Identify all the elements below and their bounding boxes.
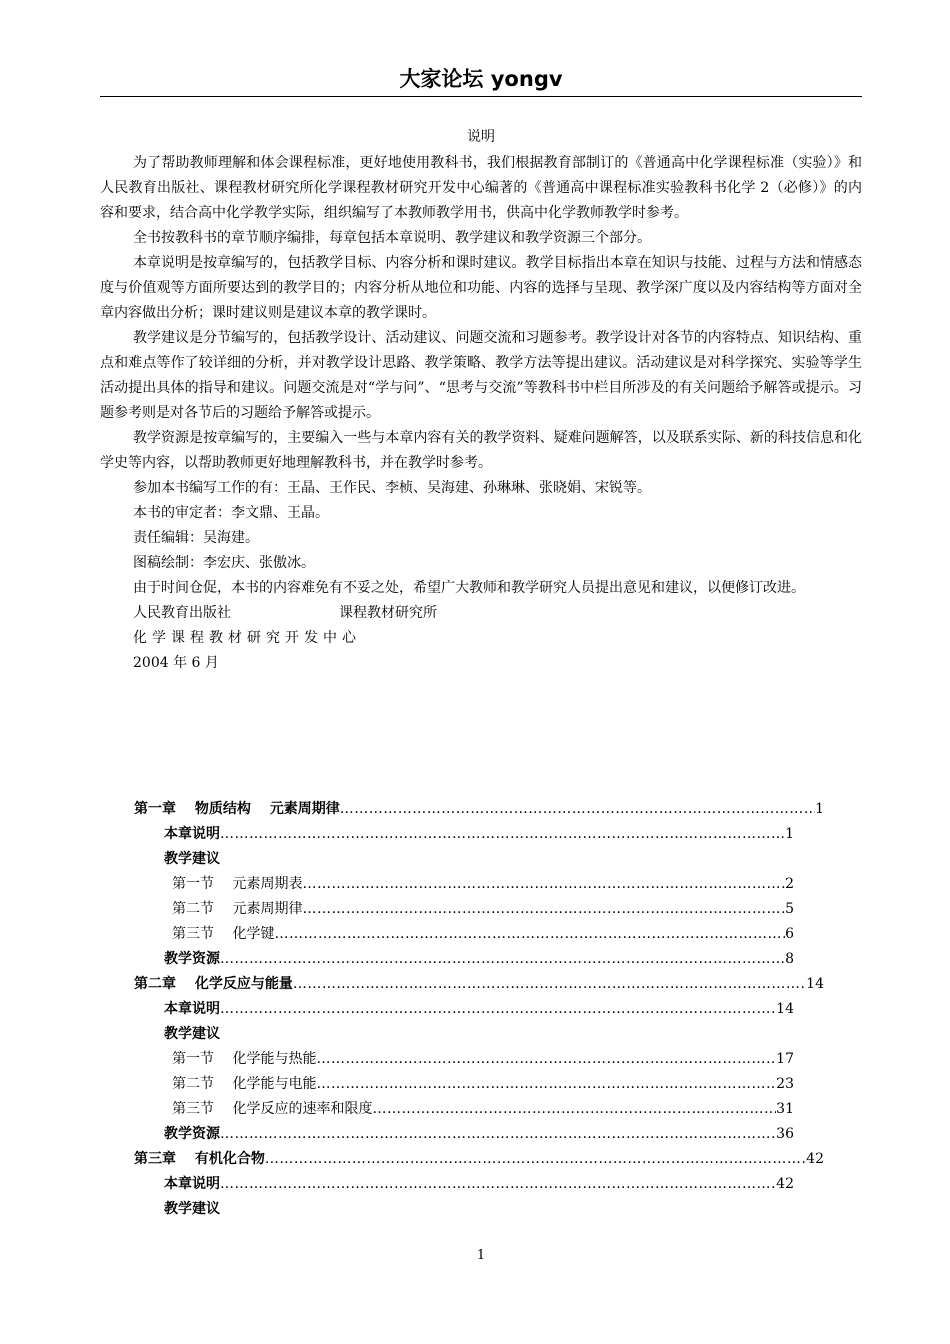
header-rule bbox=[100, 96, 862, 97]
toc-entry-title: 第三节 化学反应的速率和限度 bbox=[172, 1101, 373, 1117]
toc-page-number: 6 bbox=[785, 926, 794, 942]
preface-paragraph: 全书按教科书的章节顺序编排，每章包括本章说明、教学建议和教学资源三个部分。 bbox=[133, 230, 651, 246]
preface-paragraph: 为了帮助教师理解和体会课程标准，更好地使用教科书，我们根据教育部制订的《普通高中化学课程标准（实验）》和人民教育出版社、课程教材研究所化学课程教材研究开发中心编著的《普通高中课程标准实验教科书化学 2（必修）》的内容和要求，结合高中化学教学实际，组织编写了本教师教学用书，供高中化学教师教学时参考。 bbox=[100, 155, 862, 221]
toc-entry-title: 本章说明 bbox=[164, 1176, 220, 1192]
preface-paragraph: 由于时间仓促，本书的内容难免有不妥之处，希望广大教师和教学研究人员提出意见和建议，以便修订改进。 bbox=[133, 580, 805, 596]
toc-page-number: 42 bbox=[806, 1151, 824, 1167]
preface-paragraph: 本书的审定者：李文鼎、王晶。 bbox=[133, 505, 329, 521]
signature-date: 2004 年 6 月 bbox=[133, 655, 219, 671]
toc-section-row[interactable] bbox=[134, 1172, 834, 1197]
toc-entry-title: 教学建议 bbox=[164, 1026, 220, 1042]
toc-page-number: 14 bbox=[806, 976, 824, 992]
toc-page-number: 14 bbox=[776, 1001, 794, 1017]
toc-entry-title: 第一节 化学能与热能 bbox=[172, 1051, 317, 1067]
preface-title: 说明 bbox=[467, 129, 495, 145]
toc-entry-title: 教学资源 bbox=[164, 951, 220, 967]
toc-subsection-row[interactable] bbox=[134, 872, 834, 897]
toc-entry-title: 第二章 化学反应与能量 bbox=[134, 976, 293, 992]
toc-leader-dots bbox=[265, 1147, 806, 1172]
toc-page-number: 2 bbox=[785, 876, 794, 892]
toc-entry-title: 第三节 化学键 bbox=[172, 926, 275, 942]
toc-leader-dots bbox=[340, 797, 815, 822]
toc-entry-title: 第三章 有机化合物 bbox=[134, 1151, 265, 1167]
toc-entry-title: 第二节 化学能与电能 bbox=[172, 1076, 317, 1092]
toc-subsection-row[interactable] bbox=[134, 1047, 834, 1072]
preface-body bbox=[100, 151, 862, 676]
toc-leader-dots bbox=[302, 897, 785, 922]
header-title: 大家论坛 yongv bbox=[399, 67, 563, 91]
toc-entry-title: 教学资源 bbox=[164, 1126, 220, 1142]
toc-page-number: 23 bbox=[776, 1076, 794, 1092]
toc-section-row[interactable] bbox=[134, 947, 834, 972]
toc-leader-dots bbox=[220, 997, 776, 1022]
toc-section-row[interactable] bbox=[134, 1122, 834, 1147]
table-of-contents bbox=[134, 797, 834, 1222]
signature-publishers bbox=[100, 601, 862, 626]
toc-entry-title: 第二节 元素周期律 bbox=[172, 901, 303, 917]
toc-page-number: 36 bbox=[776, 1126, 794, 1142]
toc-leader-dots bbox=[316, 1047, 776, 1072]
toc-page-number: 42 bbox=[776, 1176, 794, 1192]
signature-center: 化学课程教材研究开发中心 bbox=[133, 630, 361, 646]
signature-block bbox=[100, 601, 862, 676]
toc-page-number: 8 bbox=[785, 951, 794, 967]
page-number: 1 bbox=[476, 1248, 486, 1263]
toc-entry-title: 教学建议 bbox=[164, 851, 220, 867]
signature-institute: 课程教材研究所 bbox=[339, 605, 437, 621]
toc-page-number: 1 bbox=[815, 801, 824, 817]
toc-section-row[interactable] bbox=[134, 1022, 834, 1047]
toc-leader-dots bbox=[220, 947, 785, 972]
preface-paragraph: 责任编辑：吴海建。 bbox=[133, 530, 259, 546]
toc-entry-title: 教学建议 bbox=[164, 1201, 220, 1217]
toc-section-row[interactable] bbox=[134, 997, 834, 1022]
toc-subsection-row[interactable] bbox=[134, 922, 834, 947]
toc-leader-dots bbox=[220, 1122, 776, 1147]
toc-section-row[interactable] bbox=[134, 1197, 834, 1222]
toc-leader-dots bbox=[293, 972, 806, 997]
toc-chapter-row[interactable] bbox=[134, 1147, 834, 1172]
toc-page-number: 31 bbox=[776, 1101, 794, 1117]
toc-entry-title: 本章说明 bbox=[164, 1001, 220, 1017]
toc-subsection-row[interactable] bbox=[134, 897, 834, 922]
preface-paragraph: 教学建议是分节编写的，包括教学设计、活动建议、问题交流和习题参考。教学设计对各节的内容特点、知识结构、重点和难点等作了较详细的分析，并对教学设计思路、教学策略、教学方法等提出建议。活动建议是对科学探究、实验等学生活动提出具体的指导和建议。问题交流是对“学与问”、“思考与交流”等教科书中栏目所涉及的有关问题给予解答或提示。习题参考则是对各节后的习题给予解答或提示。 bbox=[100, 330, 862, 421]
preface-paragraph: 图稿绘制：李宏庆、张傲冰。 bbox=[133, 555, 315, 571]
preface-paragraph: 参加本书编写工作的有：王晶、王作民、李桢、吴海建、孙琳琳、张晓娟、宋锐等。 bbox=[133, 480, 651, 496]
toc-leader-dots bbox=[220, 1172, 776, 1197]
toc-leader-dots bbox=[372, 1097, 776, 1122]
preface-paragraph: 本章说明是按章编写的，包括教学目标、内容分析和课时建议。教学目标指出本章在知识与技能、过程与方法和情感态度与价值观等方面所要达到的教学目的；内容分析从地位和功能、内容的选择与呈现、教学深广度以及内容结构等方面对全章内容做出分析；课时建议则是建议本章的教学课时。 bbox=[100, 255, 862, 321]
toc-page-number: 17 bbox=[776, 1051, 794, 1067]
preface-paragraph: 教学资源是按章编写的，主要编入一些与本章内容有关的教学资料、疑难问题解答，以及联系实际、新的科技信息和化学史等内容，以帮助教师更好地理解教科书，并在教学时参考。 bbox=[100, 430, 862, 471]
toc-entry-title: 第一节 元素周期表 bbox=[172, 876, 303, 892]
toc-leader-dots bbox=[302, 872, 785, 897]
toc-section-row[interactable] bbox=[134, 822, 834, 847]
toc-leader-dots bbox=[274, 922, 785, 947]
signature-publisher: 人民教育出版社 bbox=[133, 605, 231, 621]
toc-leader-dots bbox=[220, 822, 785, 847]
toc-subsection-row[interactable] bbox=[134, 1072, 834, 1097]
toc-subsection-row[interactable] bbox=[134, 1097, 834, 1122]
toc-leader-dots bbox=[316, 1072, 776, 1097]
toc-section-row[interactable] bbox=[134, 847, 834, 872]
toc-chapter-row[interactable] bbox=[134, 972, 834, 997]
toc-chapter-row[interactable] bbox=[134, 797, 834, 822]
toc-entry-title: 第一章 物质结构 元素周期律 bbox=[134, 801, 340, 817]
toc-page-number: 5 bbox=[785, 901, 794, 917]
toc-page-number: 1 bbox=[785, 826, 794, 842]
toc-entry-title: 本章说明 bbox=[164, 826, 220, 842]
